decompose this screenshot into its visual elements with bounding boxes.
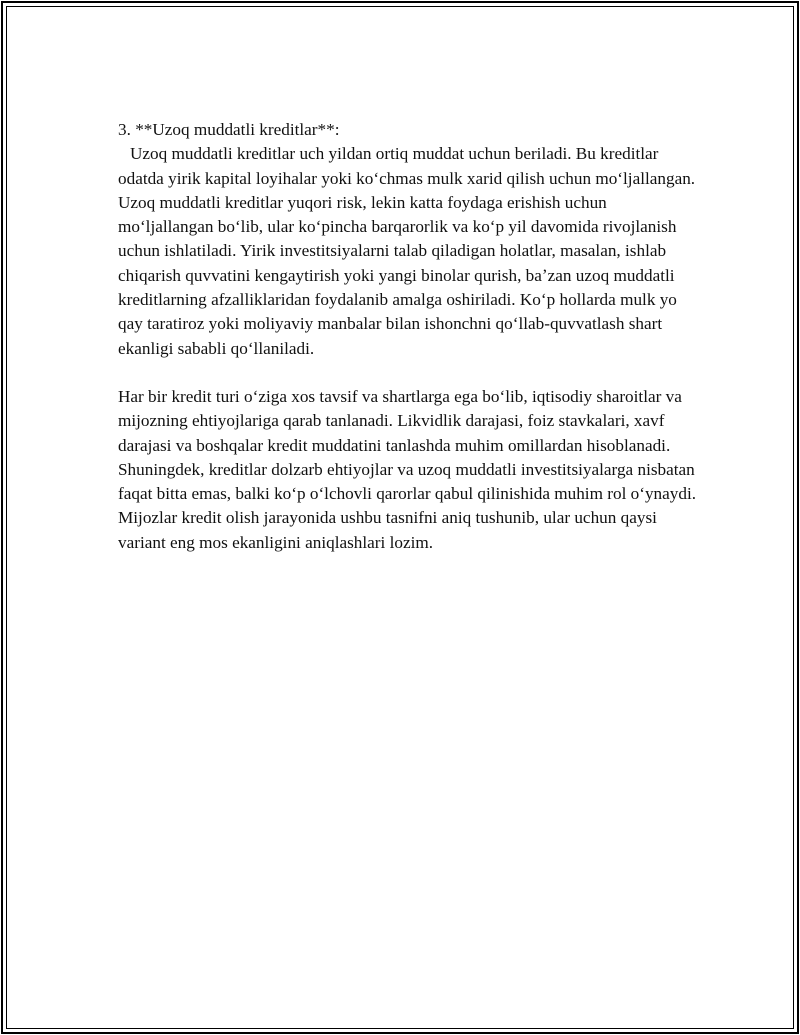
document-body xyxy=(118,118,698,555)
section-heading: 3. **Uzoq muddatli kreditlar**: xyxy=(118,120,340,139)
paragraph-credit-types-summary: Har bir kredit turi oʻziga xos tavsif va shartlarga ega boʻlib, iqtisodiy sharoitlar va mijozning ehtiyojlariga qarab tanlanadi. Likvidlik darajasi, foiz stavkalari, xavf darajasi va boshqalar kredit muddatini tanlashda muhim omillardan hisoblanadi. Shuningdek, kreditlar dolzarb ehtiyojlar va uzoq muddatli investitsiyalarga nisbatan faqat bitta emas, balki koʻp oʻlchovli qarorlar qabul qilinishida muhim rol oʻynaydi. Mijozlar kredit olish jarayonida ushbu tasnifni aniq tushunib, ular uchun qaysi variant eng mos ekanligini aniqlashlari lozim. xyxy=(118,386,697,552)
paragraph-long-term-credits: Uzoq muddatli kreditlar uch yildan ortiq muddat uchun beriladi. Bu kreditlar odatda yirik kapital loyihalar yoki koʻchmas mulk xarid qilish uchun moʻljallangan. Uzoq muddatli kreditlar yuqori risk, lekin katta foydaga erishish uchun moʻljallangan boʻlib, ular koʻpincha barqarorlik va koʻp yil davomida rivojlanish uchun ishlatiladi. Yirik investitsiyalarni talab qiladigan holatlar, masalan, ishlab chiqarish quvvatini kengaytirish yoki yangi binolar qurish, baʼzan uzoq muddatli kreditlarning afzalliklaridan foydalanib amalga oshiriladi. Koʻp hollarda mulk yo qay taratiroz yoki moliyaviy manbalar bilan ishonchni qoʻllab-quvvatlash shart ekanligi sababli qoʻllaniladi. xyxy=(118,144,696,358)
